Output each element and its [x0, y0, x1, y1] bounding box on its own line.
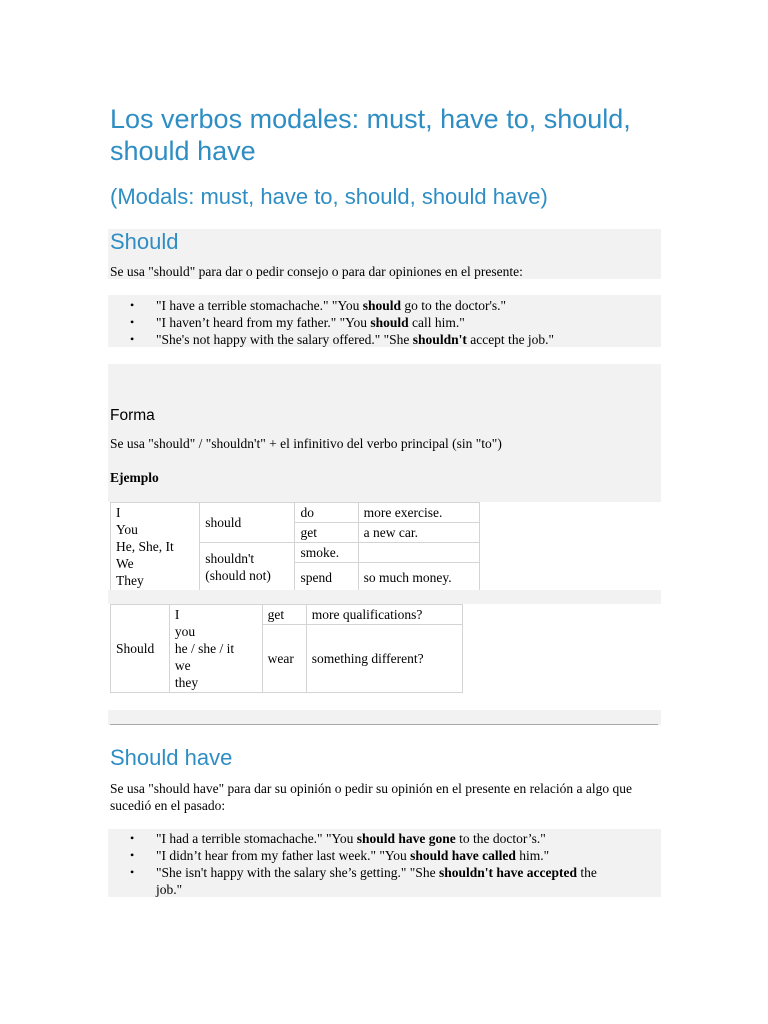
horizontal-rule [110, 724, 658, 725]
complement-cell: a new car. [358, 523, 479, 543]
should-form-table [110, 502, 480, 592]
should-intro: Se usa "should" para dar o pedir consejo o para dar opiniones en el presente: [110, 264, 523, 279]
shouldnt-cell: shouldn't (should not) [200, 543, 295, 592]
subjects-cell: I You He, She, It We They [111, 503, 200, 592]
list-item: • "I have a terrible stomachache." "You should go to the doctor's." [110, 297, 660, 314]
should-question-table [110, 604, 463, 693]
should-have-examples-list [110, 830, 610, 898]
should-label-cell: Should [111, 605, 170, 693]
verb-cell: wear [262, 625, 306, 693]
list-item: • "I haven’t heard from my father." "You should call him." [110, 314, 660, 331]
complement-cell: more qualifications? [306, 605, 462, 625]
should-heading: Should [110, 229, 179, 254]
forma-heading: Forma [110, 407, 155, 424]
complement-cell: something different? [306, 625, 462, 693]
page-subtitle: (Modals: must, have to, should, should have) [110, 184, 548, 209]
list-item: • "She's not happy with the salary offered." "She shouldn't accept the job." [110, 331, 660, 348]
verb-cell: spend [295, 563, 358, 592]
forma-text: Se usa "should" / "shouldn't" + el infinitivo del verbo principal (sin "to") [110, 436, 502, 451]
ejemplo-label: Ejemplo [110, 470, 159, 485]
divider-block [108, 710, 661, 725]
complement-cell: more exercise. [358, 503, 479, 523]
subjects-cell: I you he / she / it we they [169, 605, 262, 693]
should-cell: should [200, 503, 295, 543]
forma-block [108, 364, 661, 502]
complement-cell [358, 543, 479, 563]
list-item: • "She isn't happy with the salary she’s getting." "She shouldn't have accepted the job." [110, 864, 610, 898]
list-item: • "I had a terrible stomachache." "You should have gone to the doctor’s." [110, 830, 610, 847]
page-title: Los verbos modales: must, have to, should, should have [110, 104, 631, 166]
should-have-heading: Should have [110, 745, 233, 770]
verb-cell: smoke. [295, 543, 358, 563]
separator-band [108, 590, 661, 604]
should-examples-list [110, 297, 660, 348]
list-item: • "I didn’t hear from my father last week." "You should have called him." [110, 847, 610, 864]
complement-cell: so much money. [358, 563, 479, 592]
should-have-intro: Se usa "should have" para dar su opinión o pedir su opinión en el presente en relación a algo que sucedió en el pasado: [110, 781, 632, 813]
verb-cell: do [295, 503, 358, 523]
verb-cell: get [262, 605, 306, 625]
verb-cell: get [295, 523, 358, 543]
